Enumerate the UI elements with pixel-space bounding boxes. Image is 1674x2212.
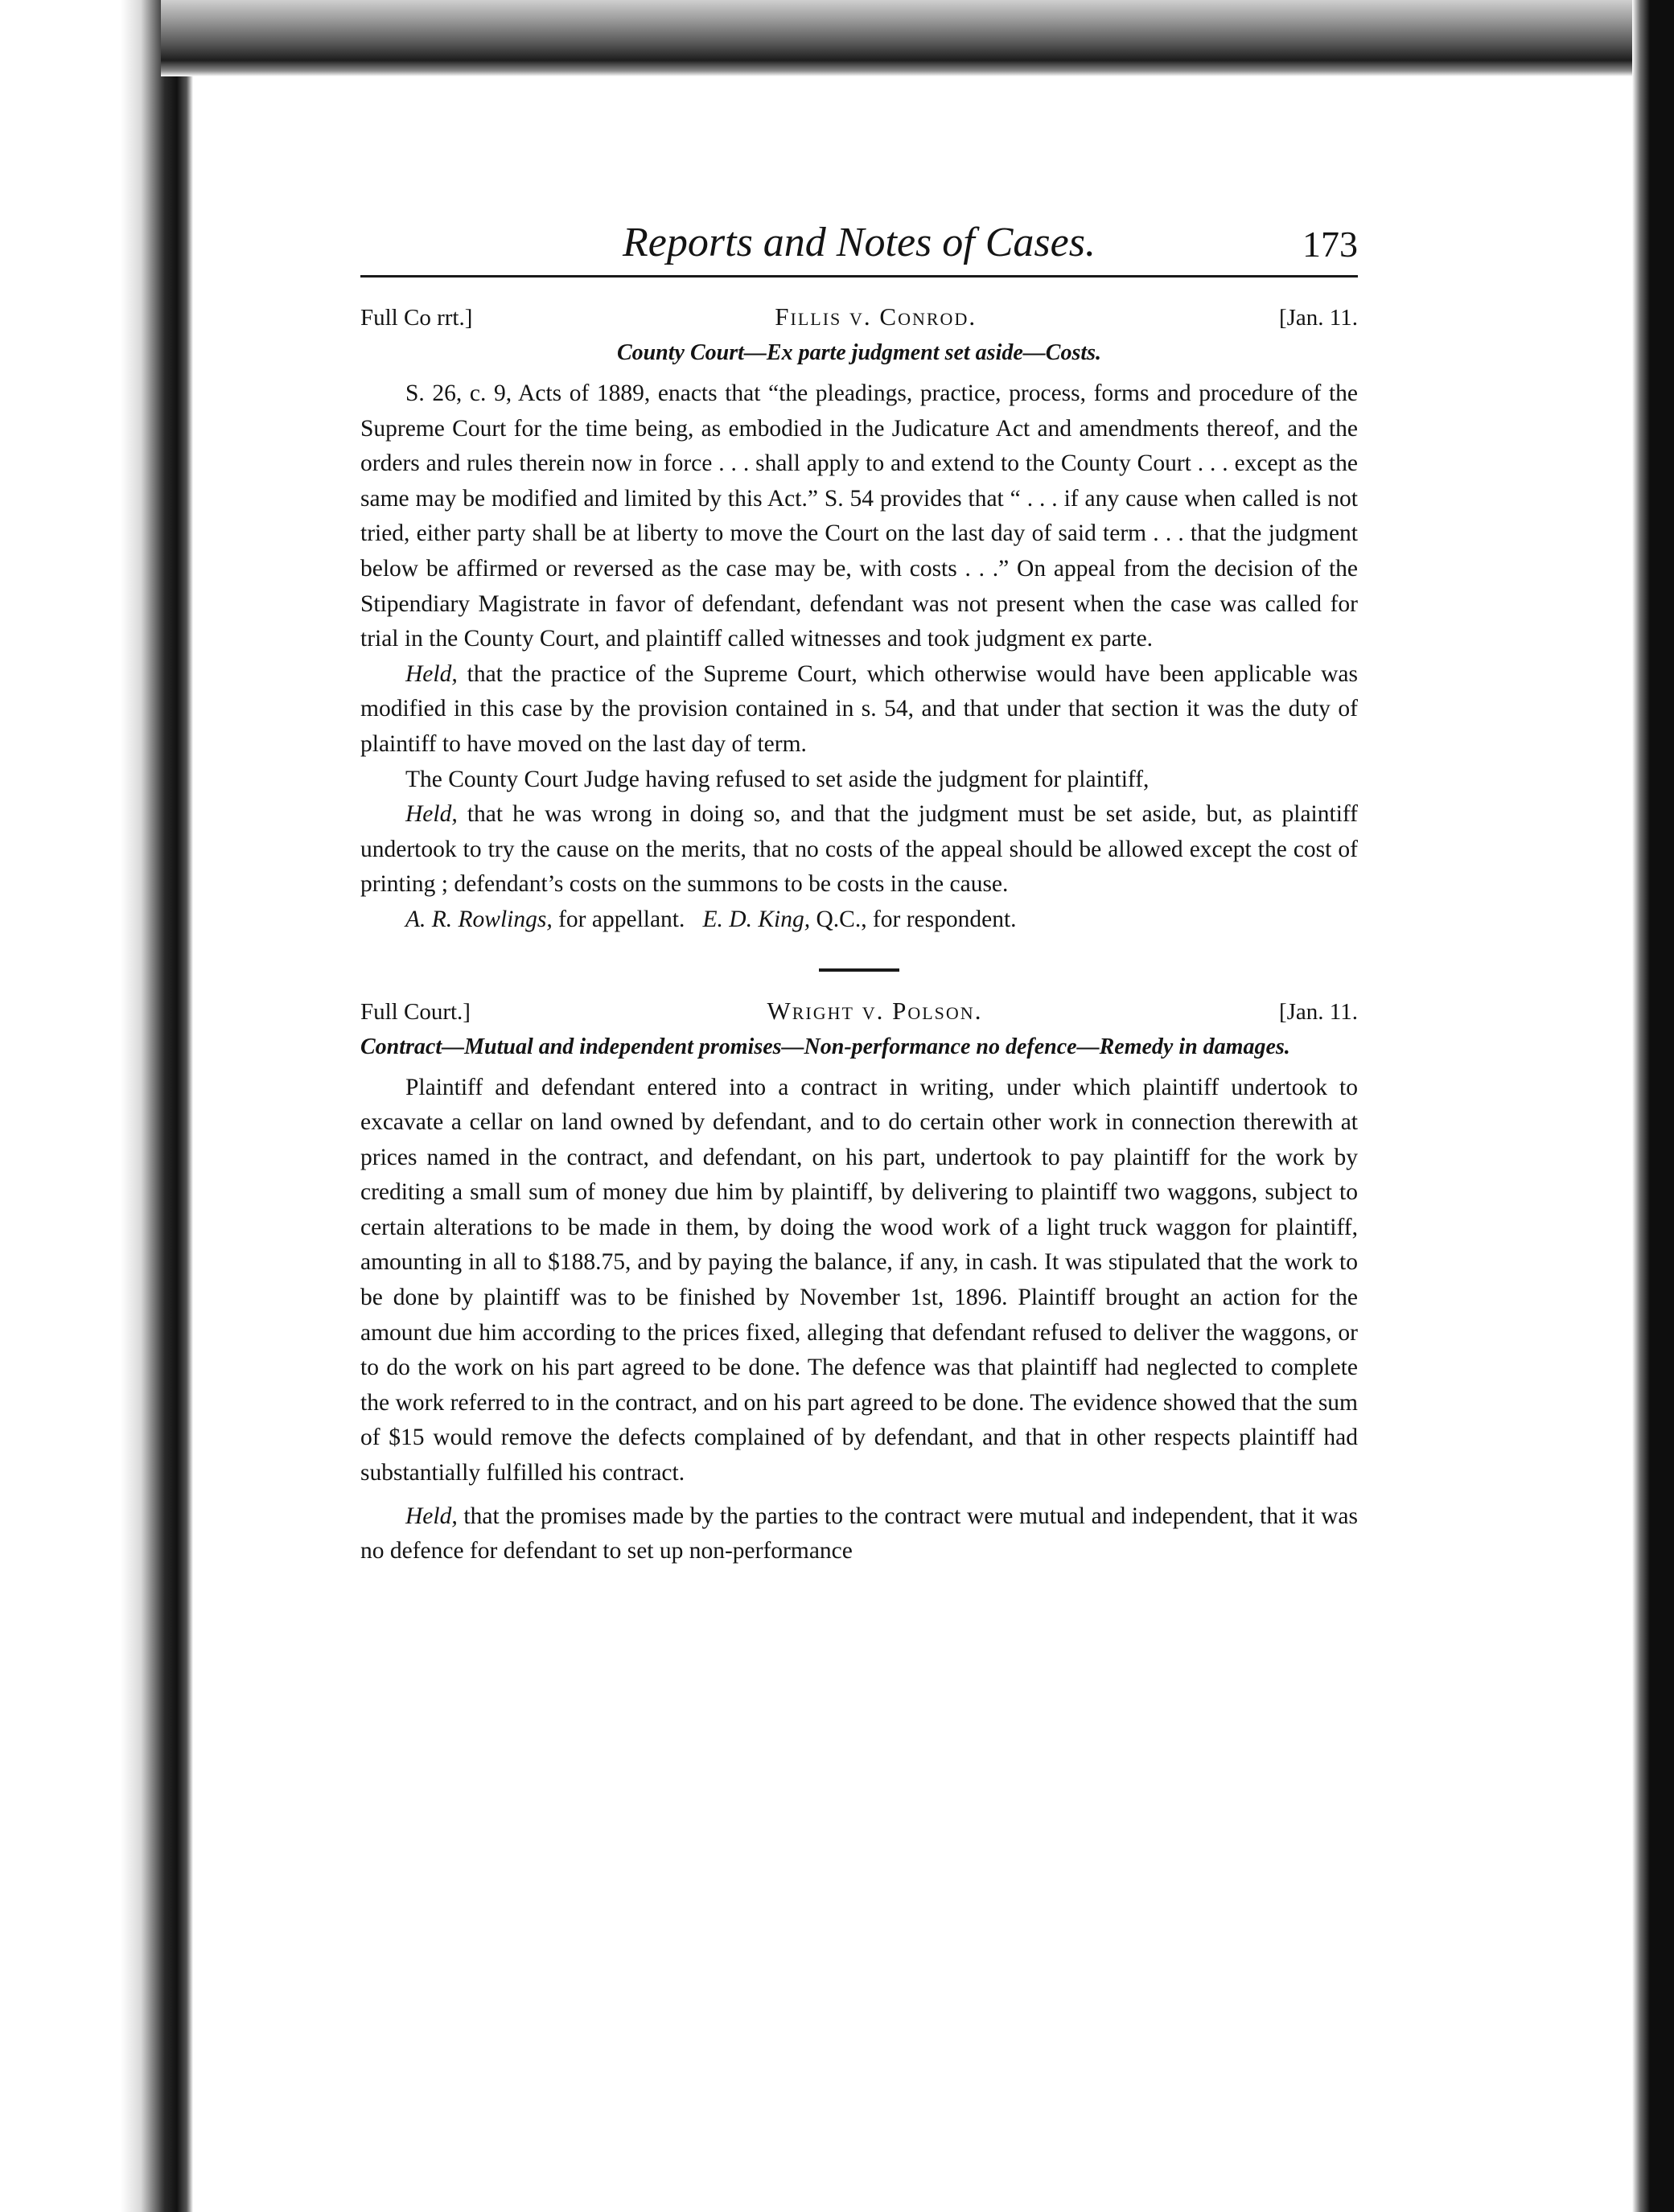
held-text: that the practice of the Supreme Court, which otherwise would have been applicable was modified in this case by the provision contained in s. 54, and that under that section it was the duty of plaintiff to have moved on the last day of term. xyxy=(360,660,1358,757)
case-wright-v-polson xyxy=(360,994,1358,1569)
scan-top-edge xyxy=(161,0,1674,76)
counsel-line xyxy=(360,902,1358,938)
held-text: that he was wrong in doing so, and that the judgment must be set aside, but, as plaintiff undertook to try the cause on the merits, that no costs of the appeal should be allowed except the cost of printing ; defendant’s costs on the summons to be costs in the cause. xyxy=(360,801,1359,898)
court-name: Full Co rrt.] xyxy=(360,305,473,331)
scan-left-edge xyxy=(0,0,193,2212)
held-text: that the promises made by the parties to the contract were mutual and independent, that it was no defence for defendant to set up non-performance xyxy=(360,1503,1358,1564)
page-number: 173 xyxy=(1302,224,1358,265)
book-page xyxy=(360,217,1358,1569)
held-paragraph xyxy=(360,1499,1358,1569)
case-date: [Jan. 11. xyxy=(1278,998,1358,1025)
held-word: Held, xyxy=(405,801,458,828)
held-word: Held, xyxy=(405,1503,458,1529)
held-word: Held, xyxy=(405,660,458,687)
appellant-counsel: A. R. Rowlings, xyxy=(405,906,553,932)
scan-right-edge xyxy=(1632,0,1674,2212)
running-head xyxy=(360,217,1358,278)
case-paragraph: The County Court Judge having refused to set aside the judgment for plaintiff, xyxy=(405,766,1150,792)
respondent-counsel: E. D. King, xyxy=(702,906,811,932)
case-heading xyxy=(360,300,1358,335)
held-paragraph xyxy=(360,797,1358,902)
court-name: Full Court.] xyxy=(360,998,471,1025)
case-paragraph: S. 26, c. 9, Acts of 1889, enacts that “the pleadings, practice, process, forms and procedure of the Supreme Court for the time being, as embodied in the Judicature Act and amendments thereof, and the orders and rules therein now in force . . . shall apply to and extend to the County Court . . . except as the same may be modified and limited by this Act.” S. 54 provides that “ . . . if any cause when called is not tried, either party shall be at liberty to move the Court on the last day of said term . . . that the judgment below be affirmed or reversed as the case may be, with costs . . .” On appeal from the decision of the Stipendiary Magistrate in favor of defendant, defendant was not present when the case was called for trial in the County Court, and plaintiff called witnesses and took judgment ex parte. xyxy=(360,380,1358,652)
case-subject: County Court—Ex parte judgment set aside—Costs. xyxy=(616,340,1102,365)
running-title: Reports and Notes of Cases. xyxy=(623,220,1096,265)
respondent-label: Q.C., for respondent. xyxy=(816,906,1017,932)
section-divider xyxy=(819,968,899,972)
case-heading xyxy=(360,994,1358,1029)
case-name: Fillis v. Conrod. xyxy=(775,302,977,331)
case-date: [Jan. 11. xyxy=(1278,305,1358,331)
appellant-label: for appellant. xyxy=(558,906,685,932)
case-name: Wright v. Polson. xyxy=(767,996,983,1025)
case-paragraph: Plaintiff and defendant entered into a contract in writing, under which plaintiff undertook to excavate a cellar on land owned by defendant, and to do certain other work in connection therewith at prices named in the contract, and defendant, on his part, undertook to pay plaintiff for the work by crediting a small sum of money due him by plaintiff, by delivering to plaintiff two waggons, subject to certain alterations to be made in them, by doing the wood work of a light truck waggon for plaintiff, amounting in all to $188.75, and by paying the balance, if any, in cash. It was stipulated that the work to be done by plaintiff was to be finished by November 1st, 1896. Plaintiff brought an action for the amount due him according to the prices fixed, alleging that defendant refused to deliver the waggons, or to do the work on his part agreed to be done. The defence was that plaintiff had neglected to complete the work referred to in the contract, and on his part agreed to be done. The evidence showed that the sum of $15 would remove the defects complained of by defendant, and that in other respects plaintiff had substantially fulfilled his contract. xyxy=(360,1074,1358,1486)
held-paragraph xyxy=(360,657,1358,763)
case-fillis-v-conrod xyxy=(360,300,1358,938)
case-subject: Contract—Mutual and independent promises—Non-performance no defence—Remedy in damages. xyxy=(360,1034,1290,1059)
